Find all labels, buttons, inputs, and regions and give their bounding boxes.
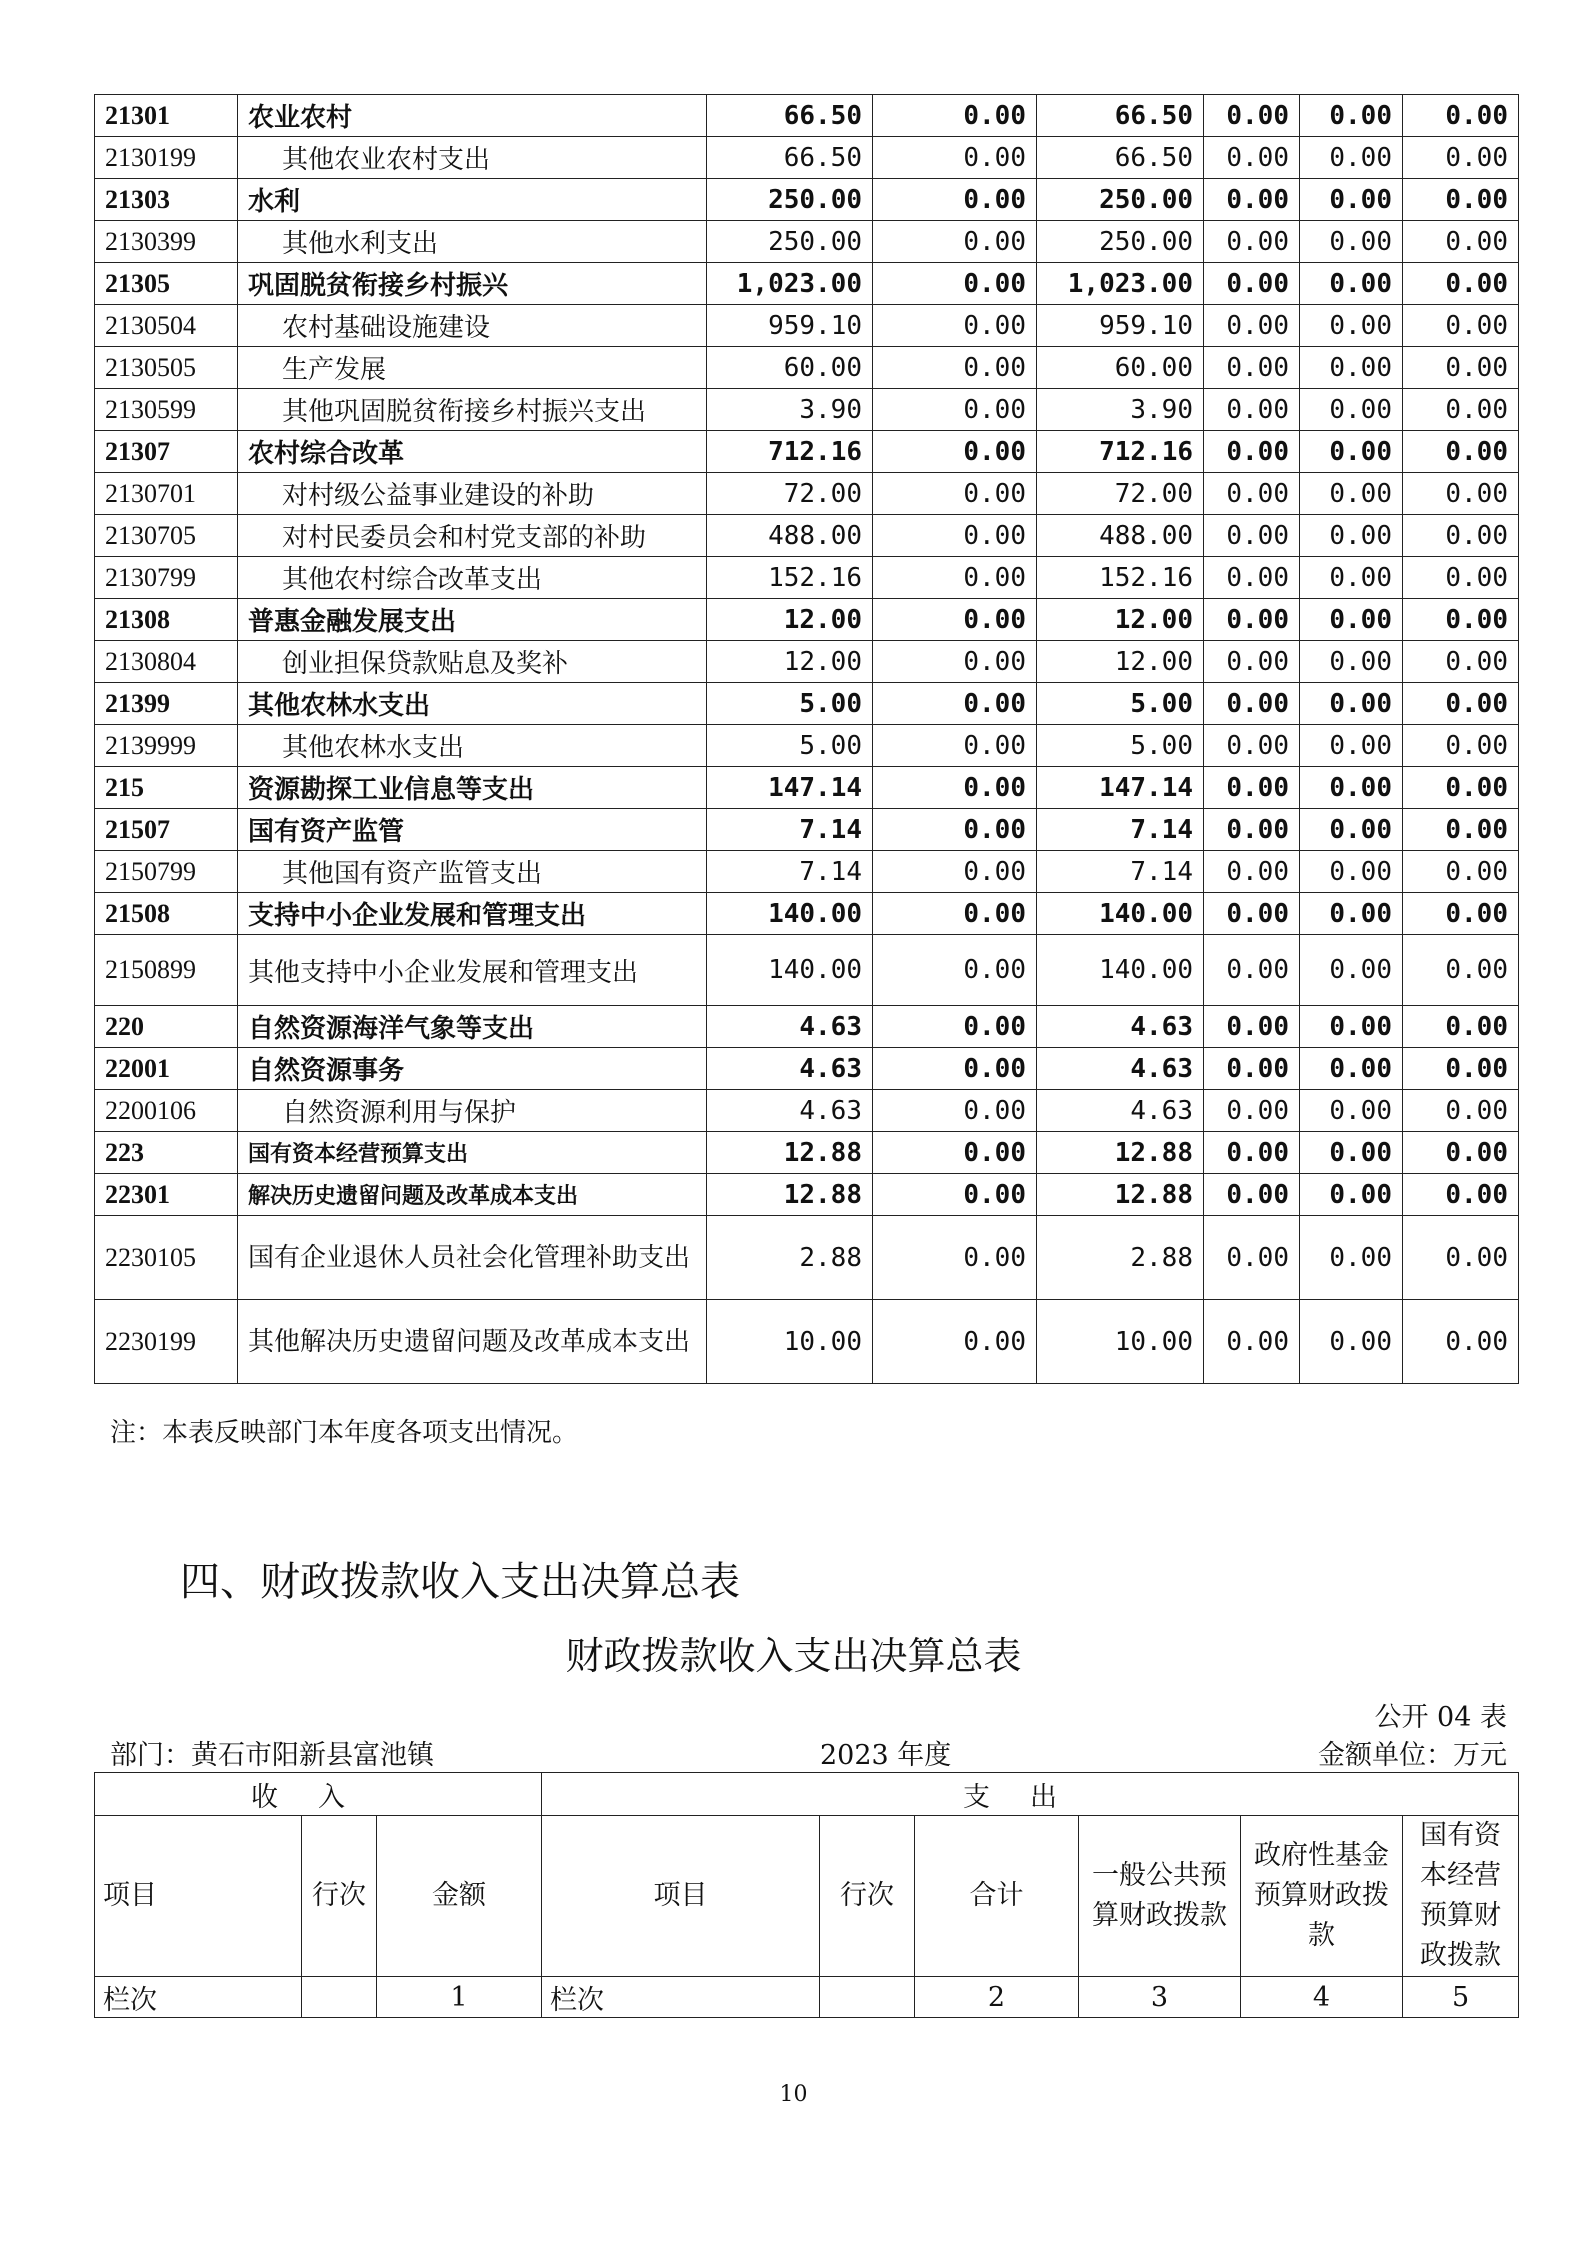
- table-row: 2130701 对村级公益事业建设的补助 72.00 0.00 72.00 0.00 0.00 0.00: [95, 473, 1519, 515]
- table-row: 2130804 创业担保贷款贴息及奖补 12.00 0.00 12.00 0.00 0.00 0.00: [95, 641, 1519, 683]
- table-row: 2130505 生产发展 60.00 0.00 60.00 0.00 0.00 0.00: [95, 347, 1519, 389]
- table-row: 2130199 其他农业农村支出 66.50 0.00 66.50 0.00 0.00 0.00: [95, 137, 1519, 179]
- section-heading: 四、财政拨款收入支出决算总表: [180, 1559, 740, 1605]
- header-row-no: 行次: [302, 1816, 377, 1977]
- header-fund: 政府性基金预算财政拨款: [1241, 1816, 1403, 1977]
- table-row: 21308 普惠金融发展支出 12.00 0.00 12.00 0.00 0.00 0.00: [95, 599, 1519, 641]
- table-row: 2130599 其他巩固脱贫衔接乡村振兴支出 3.90 0.00 3.90 0.00 0.00 0.00: [95, 389, 1519, 431]
- header-exp-row-no: 行次: [820, 1816, 915, 1977]
- table-row: 223 国有资本经营预算支出 12.88 0.00 12.88 0.00 0.00 0.00: [95, 1132, 1519, 1174]
- table-row: 21399 其他农林水支出 5.00 0.00 5.00 0.00 0.00 0.00: [95, 683, 1519, 725]
- table-row: 2139999 其他农林水支出 5.00 0.00 5.00 0.00 0.00 0.00: [95, 725, 1519, 767]
- header-item: 项目: [95, 1816, 302, 1977]
- table-row: 22301 解决历史遗留问题及改革成本支出 12.88 0.00 12.88 0.00 0.00 0.00: [95, 1174, 1519, 1216]
- page-number: 10: [779, 2082, 808, 2107]
- col-row-no: [302, 1977, 377, 2018]
- table-row: 21307 农村综合改革 712.16 0.00 712.16 0.00 0.00 0.00: [95, 431, 1519, 473]
- table-row: 22001 自然资源事务 4.63 0.00 4.63 0.00 0.00 0.00: [95, 1048, 1519, 1090]
- table-row: 215 资源勘探工业信息等支出 147.14 0.00 147.14 0.00 0.00 0.00: [95, 767, 1519, 809]
- table-row: 2230105 国有企业退休人员社会化管理补助支出 2.88 0.00 2.88 0.00 0.00 0.00: [95, 1216, 1519, 1300]
- expense-group-header: 支出: [542, 1773, 1519, 1816]
- col-general: 3: [1079, 1977, 1241, 2018]
- table-row: 21303 水利 250.00 0.00 250.00 0.00 0.00 0.00: [95, 179, 1519, 221]
- table-row: 21301 农业农村 66.50 0.00 66.50 0.00 0.00 0.00: [95, 95, 1519, 137]
- header-exp-item: 项目: [542, 1816, 820, 1977]
- table-row: 21508 支持中小企业发展和管理支出 140.00 0.00 140.00 0.00 0.00 0.00: [95, 893, 1519, 935]
- group-header-row: [95, 1773, 1519, 1816]
- form-id: 公开 04 表: [1374, 1702, 1507, 1733]
- table-row: 2130399 其他水利支出 250.00 0.00 250.00 0.00 0.00 0.00: [95, 221, 1519, 263]
- col-fund: 4: [1241, 1977, 1403, 2018]
- header-total: 合计: [915, 1816, 1079, 1977]
- income-group-header: 收入: [95, 1773, 542, 1816]
- column-index-row: [95, 1977, 1519, 2018]
- table-title: 财政拨款收入支出决算总表: [565, 1634, 1022, 1678]
- table-row: 2200106 自然资源利用与保护 4.63 0.00 4.63 0.00 0.00 0.00: [95, 1090, 1519, 1132]
- table-row: 2150899 其他支持中小企业发展和管理支出 140.00 0.00 140.00 0.00 0.00 0.00: [95, 935, 1519, 1006]
- col-label: 栏次: [95, 1977, 302, 2018]
- col-total: 2: [915, 1977, 1079, 2018]
- header-state-capital: 国有资本经营预算财政拨款: [1403, 1816, 1519, 1977]
- summary-table: [94, 1772, 1519, 2018]
- table-row: 2130705 对村民委员会和村党支部的补助 488.00 0.00 488.00 0.00 0.00 0.00: [95, 515, 1519, 557]
- table-row: 2230199 其他解决历史遗留问题及改革成本支出 10.00 0.00 10.00 0.00 0.00 0.00: [95, 1300, 1519, 1384]
- col-amount: 1: [377, 1977, 542, 2018]
- unit-label: 金额单位：万元: [1318, 1740, 1507, 1771]
- table-note: 注：本表反映部门本年度各项支出情况。: [110, 1418, 579, 1448]
- table-row: 21507 国有资产监管 7.14 0.00 7.14 0.00 0.00 0.00: [95, 809, 1519, 851]
- table-row: 2150799 其他国有资产监管支出 7.14 0.00 7.14 0.00 0.00 0.00: [95, 851, 1519, 893]
- column-header-row: [95, 1816, 1519, 1977]
- col-exp-label: 栏次: [542, 1977, 820, 2018]
- department-label: 部门：黄石市阳新县富池镇: [110, 1740, 434, 1771]
- table-row: 220 自然资源海洋气象等支出 4.63 0.00 4.63 0.00 0.00 0.00: [95, 1006, 1519, 1048]
- header-amount: 金额: [377, 1816, 542, 1977]
- col-exp-row-no: [820, 1977, 915, 2018]
- col-state-capital: 5: [1403, 1977, 1519, 2018]
- table-row: 21305 巩固脱贫衔接乡村振兴 1,023.00 0.00 1,023.00 0.00 0.00 0.00: [95, 263, 1519, 305]
- header-general: 一般公共预算财政拨款: [1079, 1816, 1241, 1977]
- table-row: 2130799 其他农村综合改革支出 152.16 0.00 152.16 0.00 0.00 0.00: [95, 557, 1519, 599]
- table-row: 2130504 农村基础设施建设 959.10 0.00 959.10 0.00 0.00 0.00: [95, 305, 1519, 347]
- expense-table: [94, 94, 1519, 1384]
- year-label: 2023 年度: [820, 1740, 952, 1771]
